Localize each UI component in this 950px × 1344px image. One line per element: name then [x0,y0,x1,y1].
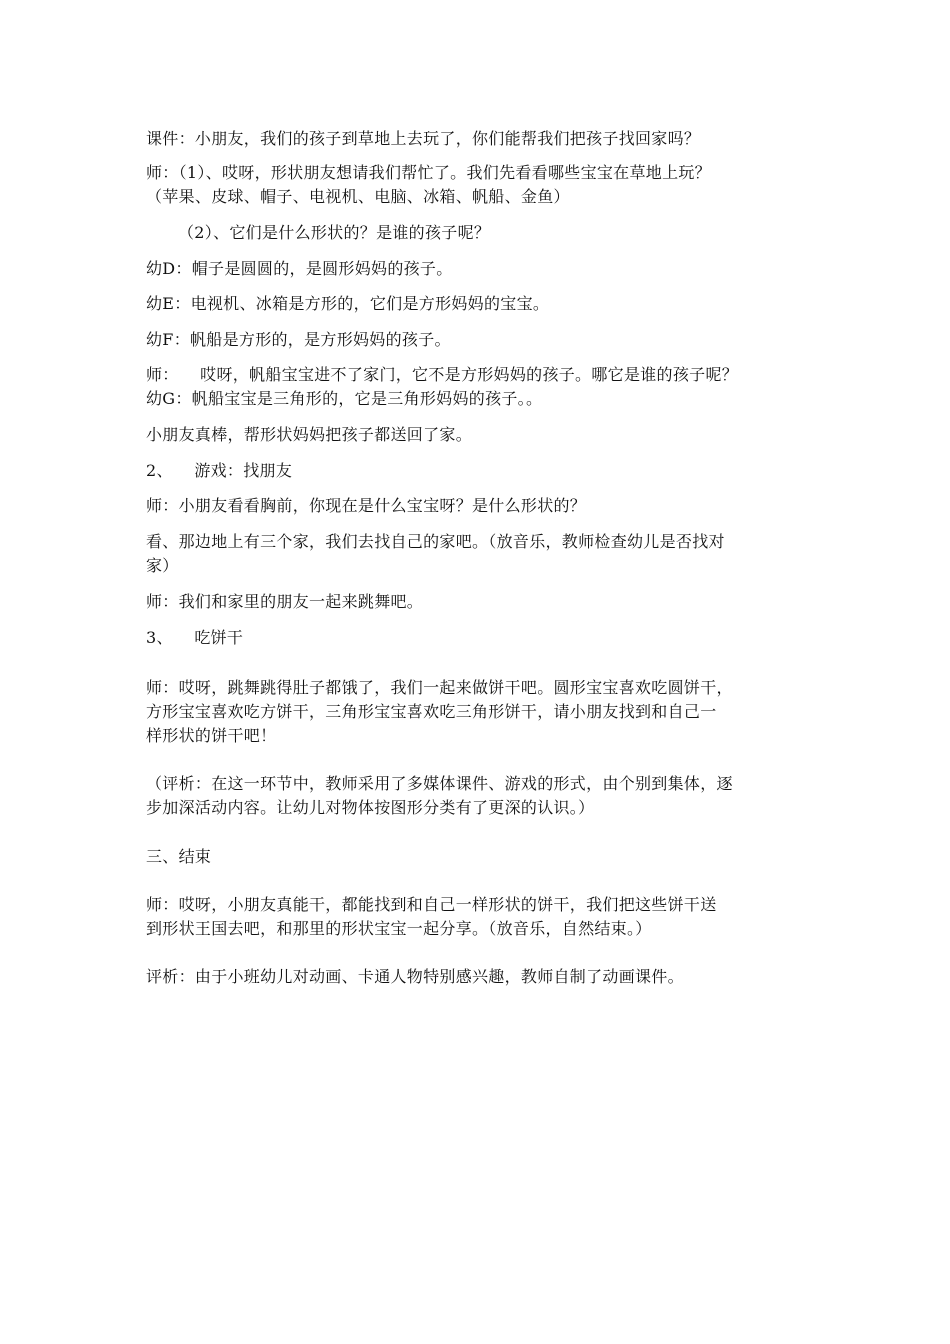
paragraph-look-home-cont: 家） [146,556,179,575]
paragraph-teacher-dance: 师：我们和家里的朋友一起来跳舞吧。 [146,592,424,611]
paragraph-analysis-2: 步加深活动内容。让幼儿对物体按图形分类有了更深的认识。） [146,798,595,817]
paragraph-teacher-3: 师： 哎呀，帆船宝宝进不了家门，它不是方形妈妈的孩子。哪它是谁的孩子呢？ [146,365,739,384]
paragraph-praise: 小朋友真棒，帮形状妈妈把孩子都送回了家。 [146,425,473,444]
paragraph-child-d: 幼D：帽子是圆圆的，是圆形妈妈的孩子。 [146,259,453,278]
paragraph-teacher-1: 师：（1）、哎呀，形状朋友想请我们帮忙了。我们先看看哪些宝宝在草地上玩？ [146,163,711,182]
paragraph-ending-2: 到形状王国去吧，和那里的形状宝宝一起分享。（放音乐，自然结束。） [146,919,652,938]
paragraph-teacher-2: （2）、它们是什么形状的？是谁的孩子呢？ [178,223,491,242]
section-heading-end: 三、结束 [146,847,212,866]
paragraph-biscuit-1: 师：哎呀，跳舞跳得肚子都饿了，我们一起来做饼干吧。圆形宝宝喜欢吃圆饼干， [146,678,733,697]
section-heading-biscuit: 3、 吃饼干 [146,628,244,647]
paragraph-ending-1: 师：哎呀，小朋友真能干，都能找到和自己一样形状的饼干，我们把这些饼干送 [146,895,717,914]
paragraph-final-analysis: 评析：由于小班幼儿对动画、卡通人物特别感兴趣，教师自制了动画课件。 [146,967,684,986]
paragraph-child-g: 幼G：帆船宝宝是三角形的，它是三角形妈妈的孩子。。 [146,389,543,408]
section-heading-game: 2、 游戏：找朋友 [146,461,293,480]
paragraph-items-list: （苹果、皮球、帽子、电视机、电脑、冰箱、帆船、金鱼） [146,187,570,206]
paragraph-biscuit-2: 方形宝宝喜欢吃方饼干，三角形宝宝喜欢吃三角形饼干，请小朋友找到和自己一 [146,702,717,721]
paragraph-look-home: 看、那边地上有三个家，我们去找自己的家吧。（放音乐，教师检查幼儿是否找对 [146,532,725,551]
paragraph-courseware-intro: 课件：小朋友，我们的孩子到草地上去玩了，你们能帮我们把孩子找回家吗？ [146,129,701,148]
paragraph-analysis-1: （评析：在这一环节中，教师采用了多媒体课件、游戏的形式，由个别到集体，逐 [146,774,733,793]
paragraph-child-e: 幼E：电视机、冰箱是方形的，它们是方形妈妈的宝宝。 [146,294,550,313]
paragraph-biscuit-3: 样形状的饼干吧！ [146,726,277,745]
paragraph-child-f: 幼F：帆船是方形的，是方形妈妈的孩子。 [146,330,451,349]
paragraph-teacher-4: 师：小朋友看看胸前，你现在是什么宝宝呀？是什么形状的？ [146,496,587,515]
